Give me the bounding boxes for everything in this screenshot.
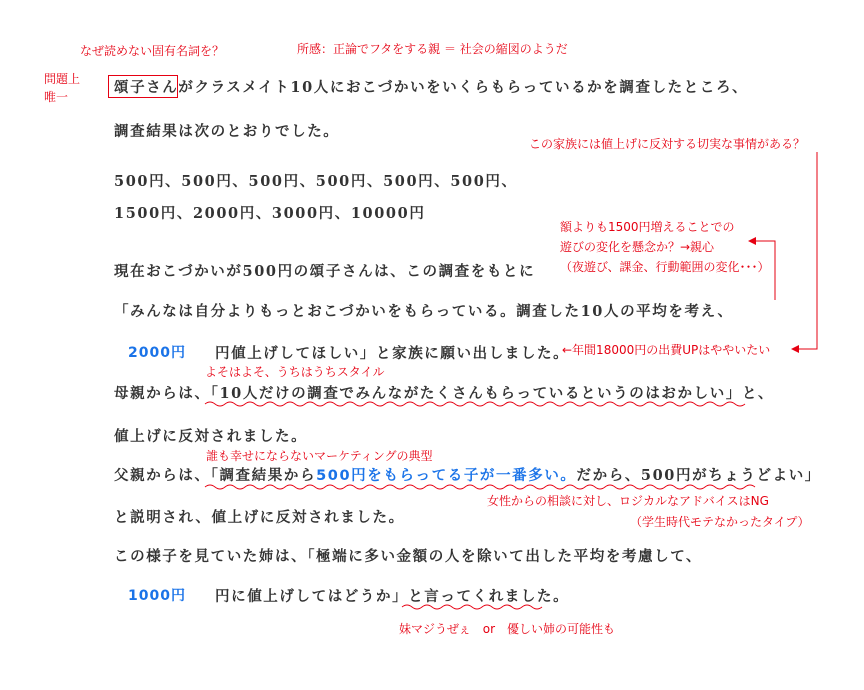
note-concern-2: 遊びの変化を懸念か？→親心 xyxy=(560,240,715,254)
line-10-prefix: 父親からは、 xyxy=(114,467,211,484)
note-sister: 妹マジうぜぇ or 優しい姉の可能性も xyxy=(399,622,616,636)
text-line-4: 1500円、2000円、3000円、10000円 xyxy=(114,205,426,222)
answer-1: 2000円 xyxy=(128,345,186,361)
note-only-issue-1: 問題上 xyxy=(44,72,81,86)
father-quote-a: 「調査結果から xyxy=(210,467,317,484)
text-line-11: と説明され、値上げに反対されました。 xyxy=(114,509,405,526)
text-line-9: 値上げに反対されました。 xyxy=(114,428,308,445)
note-logical-advice-2: （学生時代モテなかったタイプ） xyxy=(630,515,810,529)
note-concern-1: 額よりも1500円増えることでの xyxy=(560,220,735,234)
text-line-7: 円値上げしてほしい」と家族に願い出しました。 xyxy=(215,345,570,362)
text-line-12: この様子を見ていた姉は、「極端に多い金額の人を除いて出した平均を考慮して、 xyxy=(114,548,703,565)
note-annual-cost: ←年間18000円の出費UPはややいたい xyxy=(562,343,771,357)
student-name: 頌子さん xyxy=(114,79,179,96)
text-line-2: 調査結果は次のとおりでした。 xyxy=(114,123,340,140)
wavy-underline-father xyxy=(205,485,755,489)
text-line-3: 500円、500円、500円、500円、500円、500円、 xyxy=(114,173,518,190)
line-1-rest: がクラスメイト10人におこづかいをいくらもらっているかを調査したところ、 xyxy=(178,79,749,96)
text-line-8 xyxy=(114,382,774,403)
note-why-unreadable: なぜ読めない固有名詞を？ xyxy=(80,44,225,58)
note-marketing: 誰も幸せにならないマーケティングの典型 xyxy=(206,449,433,463)
line-8-prefix: 母親からは、 xyxy=(114,385,211,402)
note-other-house: よそはよそ、うちはうちスタイル xyxy=(205,365,385,379)
arrow-family-reason xyxy=(795,152,817,349)
text-line-5: 現在おこづかいが500円の頌子さんは、この調査をもとに xyxy=(114,263,536,280)
note-logical-advice-1: 女性からの相談に対し、ロジカルなアドバイスはNG xyxy=(487,494,769,508)
line-8-suffix: と、 xyxy=(741,385,775,402)
text-line-13: 円に値上げしてはどうか」と言ってくれました。 xyxy=(215,588,570,605)
text-line-1 xyxy=(114,76,748,97)
note-impression: 所感：正論でフタをする親 ＝ 社会の縮図のようだ xyxy=(297,42,568,56)
note-family-reason: この家族には値上げに反対する切実な事情がある？ xyxy=(529,137,806,151)
note-concern-3: （夜遊び、課金、行動範囲の変化･･･） xyxy=(560,260,770,274)
mother-quote: 「10人だけの調査でみんながたくさんもらっているというのはおかしい」 xyxy=(210,385,742,402)
note-only-issue-2: 唯一 xyxy=(44,90,69,104)
answer-2: 1000円 xyxy=(128,588,186,604)
text-line-10 xyxy=(114,464,821,485)
father-quote-highlight: 500円をもらってる子が一番多い。 xyxy=(316,468,577,484)
text-line-6: 「みんなは自分よりもっとおこづかいをもらっている。調査した10人の平均を考え、 xyxy=(114,303,734,320)
father-quote-b: だから、500円がちょうどよい」 xyxy=(576,467,821,484)
